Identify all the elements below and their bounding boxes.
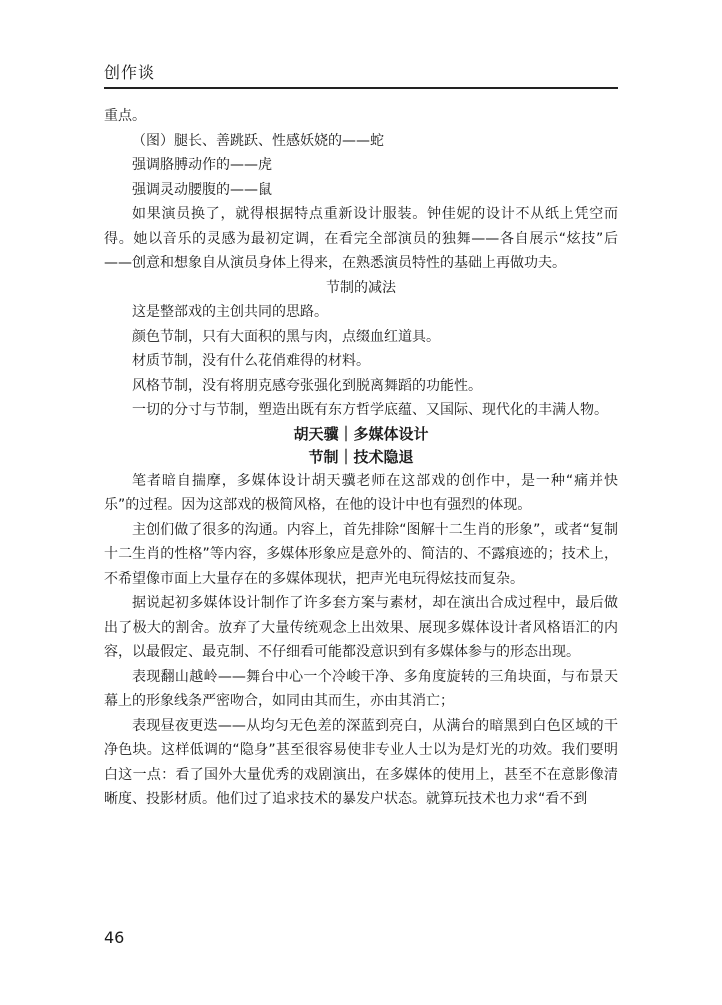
paragraph: 风格节制，没有将朋克感夸张强化到脱离舞蹈的功能性。 [132,377,482,394]
paragraph: （图）腿长、善跳跃、性感妖娆的——蛇 [132,132,384,149]
paragraph: 笔者暗自揣摩，多媒体设计胡天骥老师在这部戏的创作中，是一种“痛并快乐”的过程。因为这部戏的极简风格，在他的设计中也有强烈的体现。 [104,472,618,513]
paragraph: 这是整部戏的主创共同的思路。 [132,304,328,320]
page-body [104,104,618,812]
header-rule [104,87,618,89]
paragraph: 据说起初多媒体设计制作了许多套方案与素材，却在演出合成过程中，最后做出了极大的割舍。放弃了大量传统观念上出效果、展现多媒体设计者风格语汇的内容，以最假定、最克制、不仔细看可能都没意识到有多媒体参与的形态出现。 [104,595,618,660]
paragraph: 强调灵动腰腹的——鼠 [132,181,272,198]
paragraph: 主创们做了很多的沟通。内容上，首先排除“图解十二生肖的形象”，或者“复制十二生肖的性格”等内容，多媒体形象应是意外的、简洁的、不露痕迹的；技术上，不希望像市面上大量存在的多媒体现状，把声光电玩得炫技而复杂。 [104,521,618,587]
page-number: 46 [104,928,125,947]
paragraph: 重点。 [104,108,146,124]
paragraph: 一切的分寸与节制，塑造出既有东方哲学底蕴、又国际、现代化的丰满人物。 [132,402,608,418]
paragraph: 材质节制，没有什么花俏难得的材料。 [132,353,370,369]
paragraph: 颜色节制，只有大面积的黑与肉，点缀血红道具。 [132,328,440,345]
paragraph: 表现翻山越岭——舞台中心一个冷峻干净、多角度旋转的三角块面，与布景天幕上的形象线条严密吻合，如同由其而生，亦由其消亡； [104,668,618,709]
paragraph: 如果演员换了，就得根据特点重新设计服装。钟佳妮的设计不从纸上凭空而得。她以音乐的灵感为最初定调，在看完全部演员的独舞——各自展示“炫技”后——创意和想象自从演员身体上得来，在熟悉演员特性的基础上再做功夫。 [104,206,618,271]
section-heading: 节制的减法 [326,279,396,296]
paragraph: 强调胳膊动作的——虎 [132,157,272,173]
running-header: 创作谈 [104,63,156,82]
section-heading-subtitle: 节制｜技术隐退 [308,447,414,466]
section-heading-author: 胡天骥｜多媒体设计 [293,424,429,443]
paragraph: 表现昼夜更迭——从均匀无色差的深蓝到亮白，从满台的暗黑到白色区域的干净色块。这样低调的“隐身”甚至很容易使非专业人士以为是灯光的功效。我们要明白这一点：看了国外大量优秀的戏剧演出，在多媒体的使用上，甚至不在意影像清晰度、投影材质。他们过了追求技术的暴发户状态。就算玩技术也力求“看不到 [104,717,618,807]
